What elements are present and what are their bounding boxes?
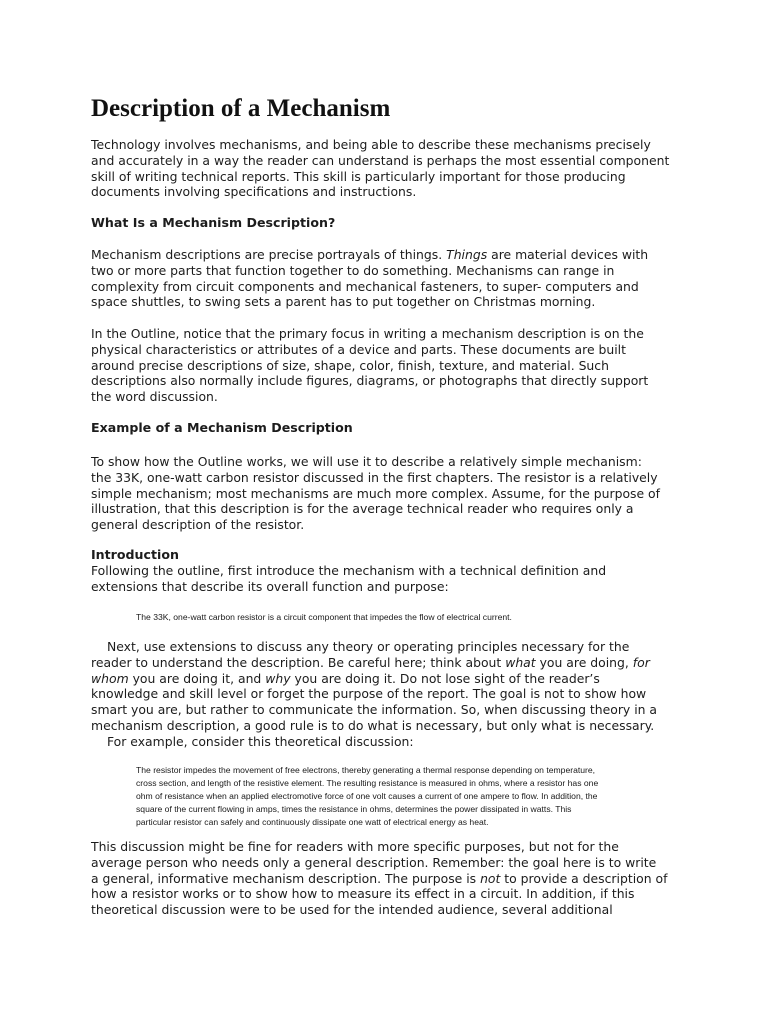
text-line: cross section, and length of the resistive element. The resulting resistance is measured in ohms, where a resistor has one xyxy=(136,777,599,788)
text-run: reader to understand the description. Be careful here; think about xyxy=(91,654,506,670)
text-line xyxy=(91,247,648,263)
text-line: theoretical discussion were to be used for the intended audience, several additional xyxy=(91,902,613,918)
intro-paragraph xyxy=(91,137,669,200)
introduction-paragraph xyxy=(91,563,606,595)
text-line xyxy=(91,871,667,887)
heading-what-is: What Is a Mechanism Description? xyxy=(91,215,336,230)
text-run: you are doing it, and xyxy=(128,670,266,686)
text-line: To show how the Outline works, we will use it to describe a relatively simple mechanism: xyxy=(91,454,642,469)
page-title: Description of a Mechanism xyxy=(91,95,391,122)
text-line: average person who needs only a general description. Remember: the goal here is to write xyxy=(91,854,657,870)
emphasis: what xyxy=(505,654,536,670)
outline-paragraph xyxy=(91,326,648,405)
theory-paragraph xyxy=(91,639,657,750)
text-line: how a resistor works or to show how to measure its effect in a circuit. In addition, if this xyxy=(91,886,635,902)
text-line xyxy=(91,655,657,671)
text-line: mechanism description, a good rule is to do what is necessary, but only what is necessary. xyxy=(91,717,655,733)
text-line: space shuttles, to swing sets a parent has to put together on Christmas morning. xyxy=(91,294,596,310)
emphasis: not xyxy=(480,870,501,886)
text-run: a general, informative mechanism description. The purpose is xyxy=(91,870,481,886)
text-line: the word discussion. xyxy=(91,389,218,405)
emphasis: whom xyxy=(91,670,129,686)
definition-quote: The 33K, one-watt carbon resistor is a circuit component that impedes the flow of electrical current. xyxy=(136,612,512,622)
text-line: and accurately in a way the reader can understand is perhaps the most essential component xyxy=(91,152,670,168)
text-line: Next, use extensions to discuss any theory or operating principles necessary for the xyxy=(107,639,630,654)
text-line: general description of the resistor. xyxy=(91,517,305,533)
text-line: ohm of resistance when an applied electromotive force of one volt causes a current of one ampere to flow. In addition, the xyxy=(136,790,598,801)
text-run: you are doing, xyxy=(535,654,633,670)
text-line: This discussion might be fine for readers with more specific purposes, but not for the xyxy=(91,839,619,854)
text-run: you are doing it. Do not lose sight of the reader’s xyxy=(290,670,600,686)
text-line: Technology involves mechanisms, and being able to describe these mechanisms precisely xyxy=(91,137,651,152)
text-line: skill of writing technical reports. This skill is particularly important for those producing xyxy=(91,168,626,184)
text-line: square of the current flowing in amps, times the resistance in ohms, determines the power dissipated in watts. This xyxy=(136,803,572,814)
text-line: two or more parts that function together to do something. Mechanisms can range in xyxy=(91,262,615,278)
emphasis: Things xyxy=(446,247,488,262)
text-line: illustration, that this description is for the average technical reader who requires only a xyxy=(91,501,634,517)
emphasis: why xyxy=(265,670,291,686)
text-line: documents involving specifications and instructions. xyxy=(91,184,417,200)
text-line: The resistor impedes the movement of free electrons, thereby generating a thermal response depending on temperature, xyxy=(136,765,596,775)
text-line: the 33K, one-watt carbon resistor discussed in the first chapters. The resistor is a relatively xyxy=(91,469,658,485)
text-run: Mechanism descriptions are precise portrayals of things. xyxy=(91,247,447,262)
text-line: particular resistor can safely and continuously dissipate one watt of electrical energy as heat. xyxy=(136,816,489,827)
heading-example: Example of a Mechanism Description xyxy=(91,420,353,435)
heading-introduction: Introduction xyxy=(91,547,179,562)
emphasis: for xyxy=(632,654,650,670)
text-line: descriptions also normally include figures, diagrams, or photographs that directly support xyxy=(91,373,649,389)
what-paragraph xyxy=(91,247,648,310)
text-run: to provide a description of xyxy=(500,870,668,886)
text-line: complexity from circuit components and mechanical fasteners, to super- computers and xyxy=(91,278,639,294)
text-line: Following the outline, first introduce the mechanism with a technical definition and xyxy=(91,563,607,578)
text-line: physical characteristics or attributes of a device and parts. These documents are built xyxy=(91,341,626,357)
text-line xyxy=(91,671,657,687)
text-line: For example, consider this theoretical discussion: xyxy=(107,733,414,749)
text-line: In the Outline, notice that the primary focus in writing a mechanism description is on the xyxy=(91,326,644,341)
example-paragraph xyxy=(91,454,660,533)
text-line: simple mechanism; most mechanisms are much more complex. Assume, for the purpose of xyxy=(91,485,660,501)
text-line: extensions that describe its overall function and purpose: xyxy=(91,578,449,594)
theory-quote xyxy=(136,764,598,829)
final-paragraph xyxy=(91,839,667,918)
text-line: around precise descriptions of size, shape, color, finish, texture, and material. Such xyxy=(91,357,609,373)
text-run: are material devices with xyxy=(487,247,649,262)
text-line: smart you are, but rather to communicate the information. So, when discussing theory in a xyxy=(91,702,658,718)
text-line: knowledge and skill level or forget the purpose of the report. The goal is not to show how xyxy=(91,686,647,702)
